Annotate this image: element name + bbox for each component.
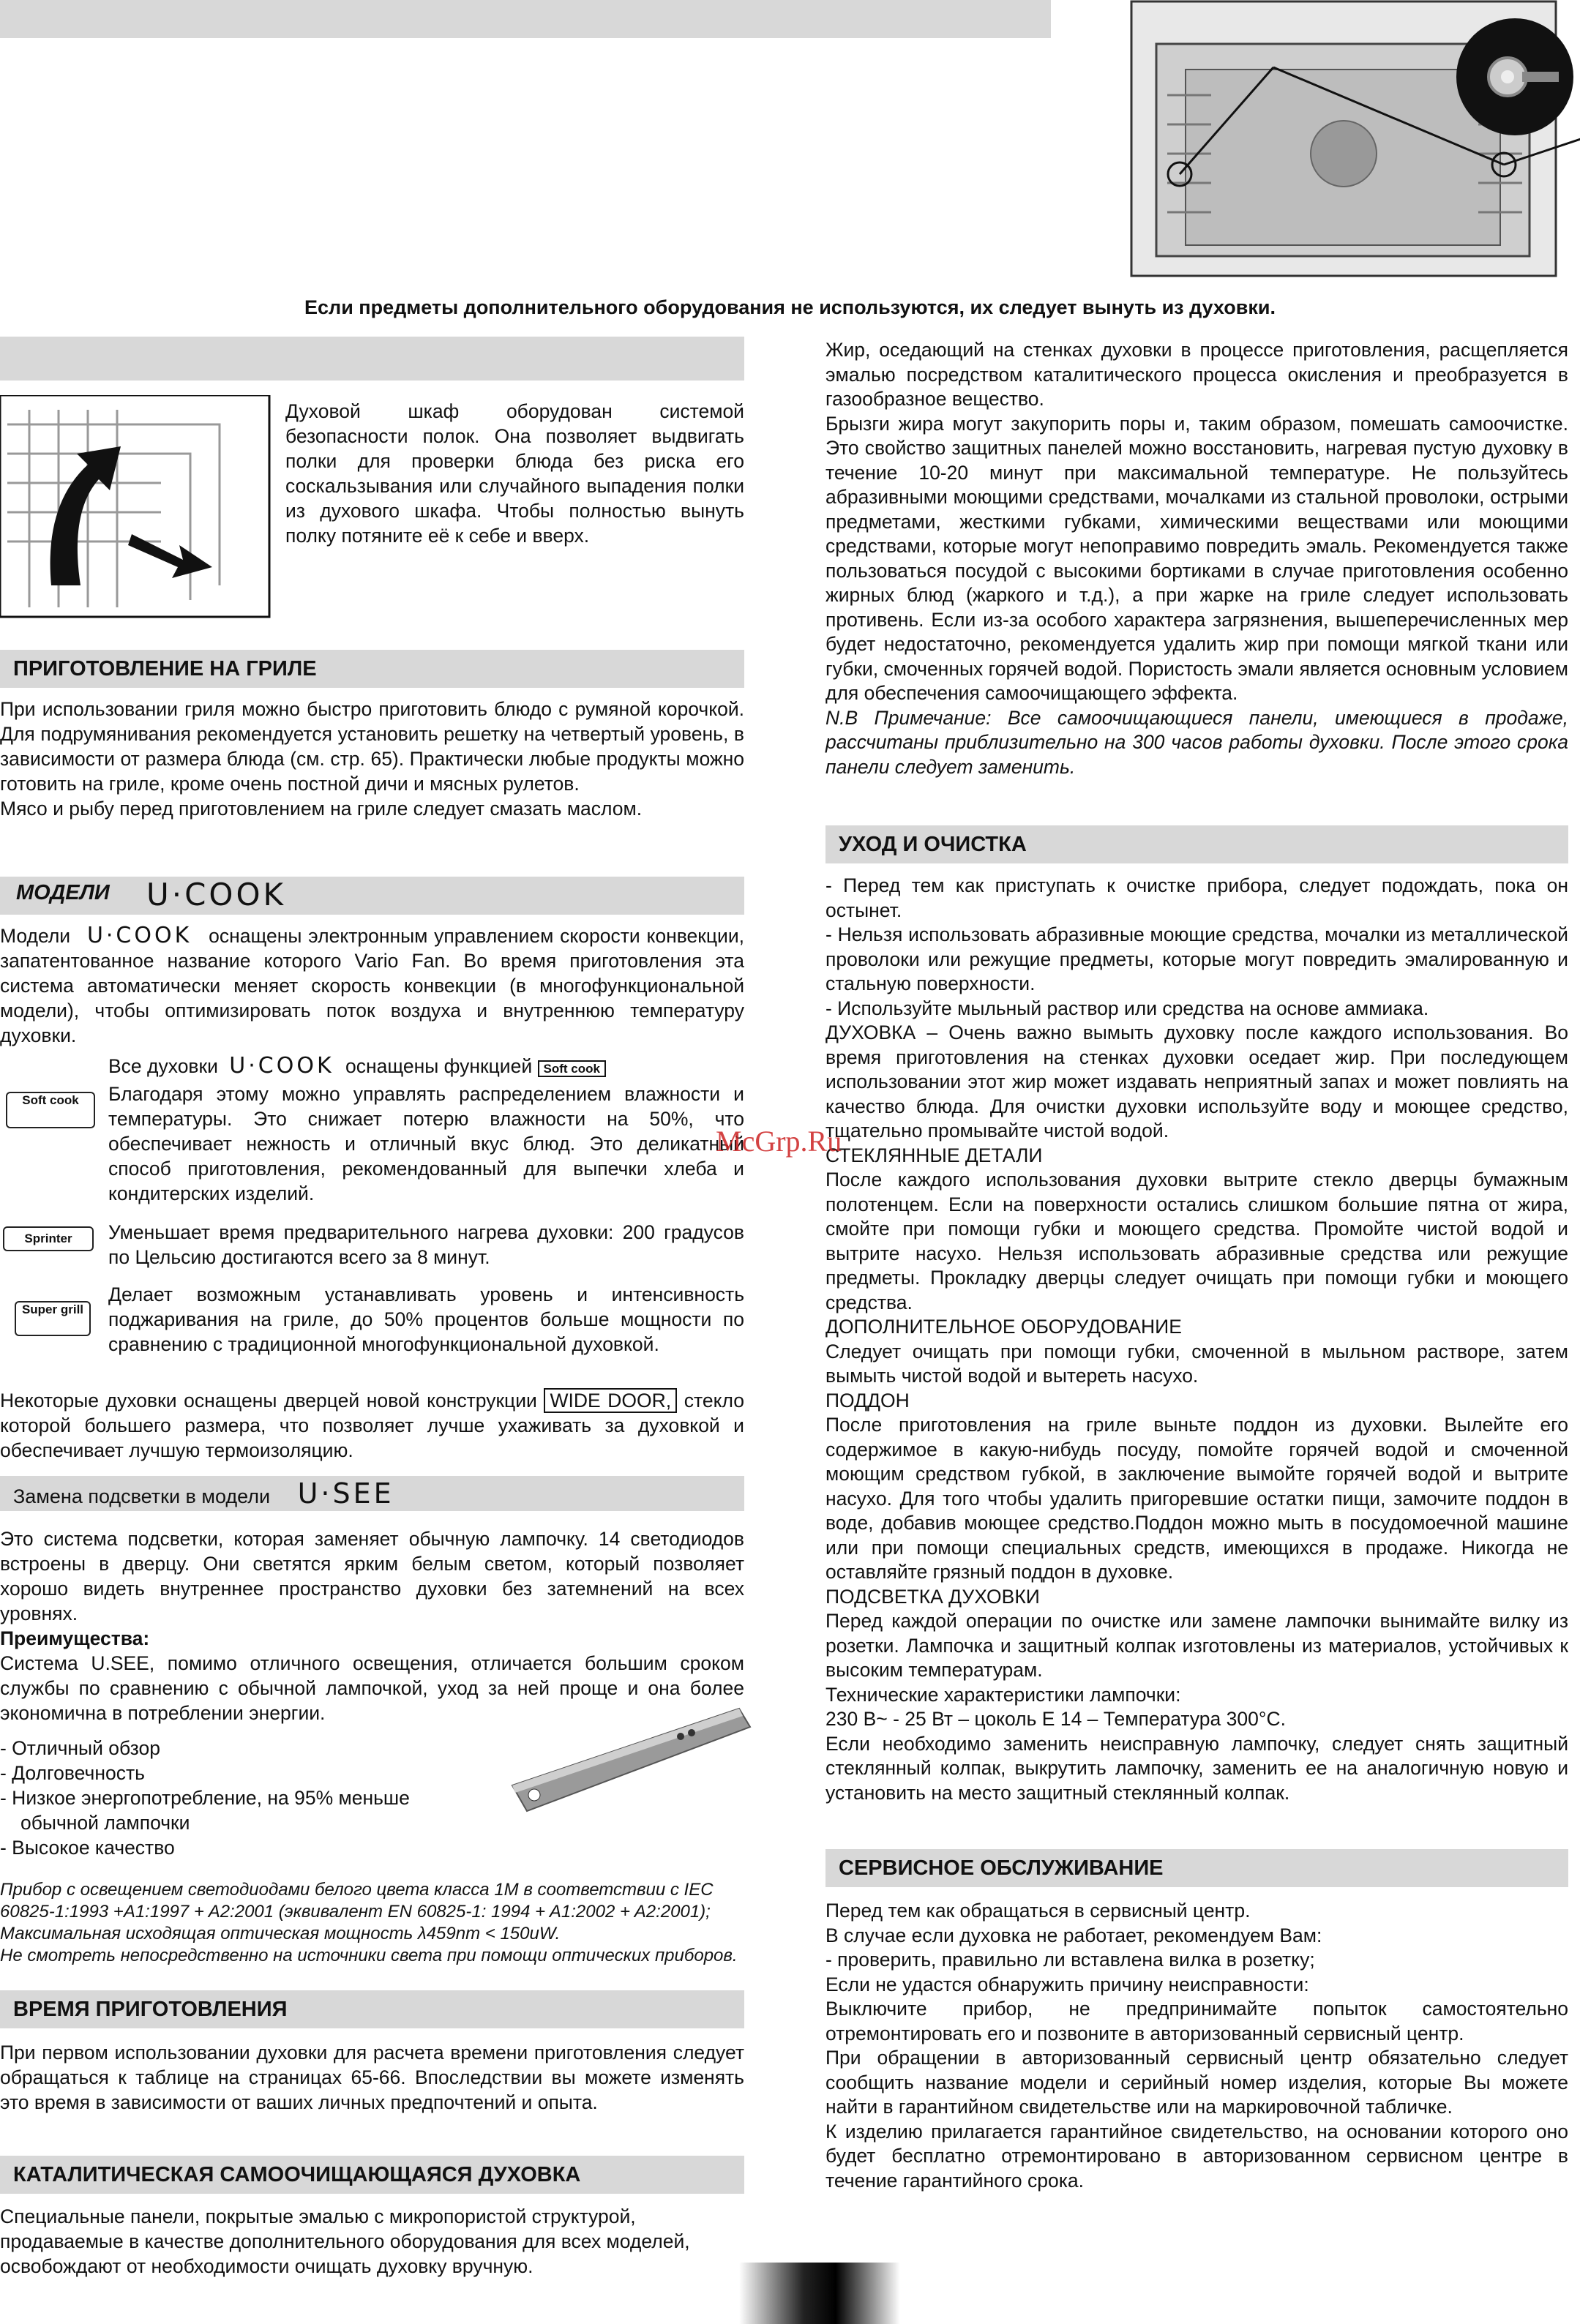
glass-parts-heading: СТЕКЛЯННЫЕ ДЕТАЛИ	[825, 1144, 1043, 1166]
usee-logo: U·SEE	[297, 1477, 394, 1510]
catalytic-paragraph: Специальные панели, покрытые эмалью с микропористой структурой, продаваемые в качестве дополнительного оборудования для всех моделей, освобождают от необходимости очищать духовку вручную.	[0, 2205, 690, 2277]
soft-cook-icon: Soft cook	[6, 1092, 95, 1128]
advantages-title: Преимущества:	[0, 1627, 150, 1649]
oven-light-paragraph: Перед каждой операции по очистке или замене лампочки вынимайте вилку из розетки. Лампочка и защитный колпак изготовлены из материалов, устойчивых к высоким температурам.	[825, 1610, 1568, 1681]
accessories-paragraph: Следует очищать при помощи губки, смоченной в мыльном растворе, затем вымыть чистой водой и вытереть насухо.	[825, 1340, 1568, 1387]
models-intro-b: оснащены электронным управлением скорости конвекции, запатентованное название которого Vario Fan. Во время приготовления эта система автоматически меняет скорость конвекции (в многофункциональной модели), чтобы оптимизировать поток воздуха и внутреннюю температуру духовки.	[0, 925, 744, 1046]
service-paragraph: - проверить, правильно ли вставлена вилка в розетку;	[825, 1949, 1315, 1971]
cooking-time-section-title: ВРЕМЯ ПРИГОТОВЛЕНИЯ	[0, 1990, 744, 2028]
top-header-bar	[0, 0, 1051, 38]
tray-heading: ПОДДОН	[825, 1389, 910, 1412]
usee-section-title: Замена подсветки в модели	[13, 1485, 271, 1507]
care-section-title: УХОД И ОЧИСТКА	[825, 825, 1568, 863]
usee-list-item: - Отличный обзор	[0, 1737, 160, 1759]
glass-parts-paragraph: После каждого использования духовки вытрите стекло дверцы бумажным полотенцем. Если на поверхности остались слишком большие пятна от жира, смойте при помощи губки и моющего средства. Промойте чистой водой и вытрите насухо. Нельзя использовать абразивные средства или режущие предметы. Прокладку дверцы следует очищать при помощи губки и моющего средства.	[825, 1169, 1568, 1313]
catalytic-grease-paragraph: Жир, оседающий на стенках духовки в процессе приготовления, расщепляется эмалью посредством каталитического процесса окисления и преобразуется в газообразное вещество.	[825, 339, 1568, 410]
ucook-inline-logo-2: U·COOK	[229, 1053, 334, 1079]
sprinter-text: Уменьшает время предварительного нагрева духовки: 200 градусов по Цельсию достигаются всего за 8 минут.	[108, 1221, 744, 1268]
shelf-pin-closeup-icon	[1453, 15, 1577, 139]
shelf-safety-text: Духовой шкаф оборудован системой безопасности полок. Она позволяет выдвигать полки для проверки блюда без риска его соскальзывания или случайного выпадения полки из духового шкафа. Чтобы полностью вынуть полку потяните её к себе и вверх.	[285, 400, 744, 547]
service-section-title: СЕРВИСНОЕ ОБСЛУЖИВАНИЕ	[825, 1849, 1568, 1887]
super-grill-text: Делает возможным устанавливать уровень и интенсивность поджаривания на гриле, до 50% процентов больше мощности по сравнению с традиционной многофункциональной духовкой.	[108, 1283, 744, 1355]
wide-door-text-b: стекло которой большего размера, что позволяет лучше ухаживать за духовкой и обеспечивает лучшую термоизоляцию.	[0, 1390, 744, 1461]
shelf-section-bar	[0, 337, 744, 381]
service-paragraph: При обращении в авторизованный сервисный центр обязательно следует сообщить название модели и серийный номер изделия, которые Вы можете найти в гарантийном свидетельстве или на маркировочной табличке.	[825, 2047, 1568, 2118]
models-intro-a: Модели	[0, 925, 71, 947]
usee-advantages-text: Система U.SEE, помимо отличного освещения, отличается большим сроком службы по сравнению с обычной лампочкой, уход за ней проще и она более экономична в потреблении энергии.	[0, 1652, 744, 1724]
soft-cook-inline-icon: Soft cook	[538, 1060, 606, 1077]
soft-cook-b: оснащены функцией	[345, 1055, 533, 1077]
lamp-replace-paragraph: Если необходимо заменить неисправную лампочку, следует снять защитный стеклянный колпак, выкрутить лампочку, заменить ее на аналогичную новую и установить на место защитный стеклянный колпак.	[825, 1732, 1568, 1804]
usee-section-bar	[0, 1476, 744, 1511]
usee-list-item: - Долговечность	[0, 1762, 145, 1784]
usee-paragraph: Это система подсветки, которая заменяет обычную лампочку. 14 светодиодов встроены в дверцу. Они светятся ярким белым светом, который позволяет хорошо видеть внутреннее пространство духовки без затемнений на всех уровнях.	[0, 1528, 744, 1624]
shelf-removal-illustration	[0, 395, 271, 618]
grill-section-title: ПРИГОТОВЛЕНИЕ НА ГРИЛЕ	[0, 650, 744, 688]
service-paragraph: Перед тем как обращаться в сервисный центр.	[825, 1900, 1251, 1922]
watermark-text: McGrp.Ru	[716, 1125, 842, 1158]
catalytic-restore-paragraph: Брызги жира могут закупорить поры и, таким образом, помешать самоочистке. Это свойство защитных панелей можно восстановить, нагревая пустую духовку в течение 10-20 минут при максимальной температуре. Не пользуйтесь абразивными моющими средствами, мочалками из стальной проволоки, острыми предметами, жесткими губками, химическими веществами или моющими средствами, которые могут непоправимо повредить эмаль. Рекомендуется также пользоваться посудой с высокими бортиками в случае приготовления особенно жирных блюд (жаркого и т.д.), а при жарке на гриле следует использовать противень. Если из-за особого характера загрязнения, вышеперечисленных мер будет недостаточно, рекомендуется удалить жир при помощи мягкой ткани или губки, смоченных горячей водой. Пористость эмали является основным условием для обеспечения самоочищающего эффекта.	[825, 412, 1568, 704]
usee-note-iec: Прибор с освещением светодиодами белого цвета класса 1M в соответствии с IEC 60825-1:1993 +A1:1997 + A2:2001 (эквивалент EN 60825-1: 1994 + A1:2002 + A2:2001);	[0, 1880, 714, 1922]
page-footer-tab	[739, 2263, 900, 2324]
oven-light-heading: ПОДСВЕТКА ДУХОВКИ	[825, 1585, 1040, 1608]
wide-door-text-a: Некоторые духовки оснащены дверцей новой конструкции	[0, 1390, 537, 1412]
catalytic-note: N.B Примечание: Все самоочищающиеся панели, имеющиеся в продаже, рассчитаны приблизительно на 300 часов работы духовки. После этого срока панели следует заменить.	[825, 706, 1568, 778]
service-paragraph: В случае если духовка не работает, рекомендуем Вам:	[825, 1924, 1322, 1946]
tray-paragraph: После приготовления на гриле выньте поддон из духовки. Вылейте его содержимое в какую-нибудь посуду, помойте горячей водой и смоченной моющим средством губкой, в заключение вымойте горячей водой и вытрите насухо. Для того чтобы удалить пригоревшие остатки пищи, замочите поддон в воде, добавив моющее средство.Поддон можно мыть в посудомоечной машине или при помощи специальных средств, имеющихся в продаже. Никогда не оставляйте грязный поддон в духовке.	[825, 1414, 1568, 1583]
lamp-specs-label: Технические характеристики лампочки:	[825, 1683, 1181, 1706]
usee-list-item: - Высокое качество	[0, 1837, 175, 1859]
models-title: МОДЕЛИ	[16, 881, 110, 904]
care-paragraph-abrasive: - Нельзя использовать абразивные моющие средства, мочалки из металлической проволоки или режущие предметы, которые могут повредить эмалированную и стальную поверхности.	[825, 923, 1568, 994]
accessories-notice: Если предметы дополнительного оборудования не используются, их следует вынуть из духовки.	[304, 296, 1276, 318]
super-grill-icon: Super grill	[15, 1301, 91, 1336]
grill-paragraph: При использовании гриля можно быстро приготовить блюдо с румяной корочкой. Для подрумянивания рекомендуется установить решетку на четвертый уровень, в зависимости от размера блюда (см. стр. 65). Практически любые продукты можно готовить на гриле, кроме очень постной дичи и мясных рулетов.	[0, 698, 744, 795]
usee-note-warning: Не смотреть непосредственно на источники света при помощи оптических приборов.	[0, 1946, 738, 1965]
accessories-heading: ДОПОЛНИТЕЛЬНОЕ ОБОРУДОВАНИЕ	[825, 1316, 1182, 1338]
usee-list-item: - Низкое энергопотребление, на 95% меньше	[0, 1787, 410, 1809]
care-paragraph-soap: - Используйте мыльный раствор или средства на основе аммиака.	[825, 997, 1429, 1019]
usee-list-item: обычной лампочки	[20, 1812, 190, 1834]
lamp-specs-value: 230 В~ - 25 Вт – цоколь Е 14 – Температура 300°С.	[825, 1708, 1286, 1730]
care-paragraph-cool: - Перед тем как приступать к очистке прибора, следует подождать, пока он остынет.	[825, 874, 1568, 921]
soft-cook-a: Все духовки	[108, 1055, 218, 1077]
soft-cook-description: Благодаря этому можно управлять распределением влажности и температуры. Это снижает потерю влажности на 50%, что обеспечивает нежность и отличный вкус блюд. Это деликатный способ приготовления, рекомендованный для выпечки хлеба и кондитерских изделий.	[108, 1083, 744, 1204]
cooking-time-paragraph: При первом использовании духовки для расчета времени приготовления следует обращаться к таблице на страницах 65-66. Впоследствии вы можете изменять это время в зависимости от ваших личных предпочтений и опыта.	[0, 2042, 744, 2113]
service-paragraph: Выключите прибор, не предпринимайте попыток самостоятельно отремонтировать его и позвоните в авторизованный сервисный центр.	[825, 1998, 1568, 2044]
sprinter-icon: Sprinter	[3, 1226, 94, 1251]
service-paragraph: К изделию прилагается гарантийное свидетельство, на основании которого оно будет бесплатно отремонтировано в авторизованном сервисном центре в течение гарантийного срока.	[825, 2120, 1568, 2192]
models-section-bar	[0, 877, 744, 915]
wide-door-label: WIDE DOOR,	[544, 1388, 677, 1413]
care-paragraph-oven: ДУХОВКА – Очень важно вымыть духовку после каждого использования. Во время приготовления на стенках духовки оседает жир. При последующем использовании этот жир может издавать неприятный запах и может повлиять на качество блюда. Для очистки духовки используйте воду и моющее средство, тщательно промывайте чистой водой.	[825, 1022, 1568, 1142]
service-paragraph: Если не удастся обнаружить причину неисправности:	[825, 1973, 1309, 1995]
usee-note-power: Максимальная исходящая оптическая мощность λ459nm < 150uW.	[0, 1924, 561, 1943]
catalytic-section-title: КАТАЛИТИЧЕСКАЯ САМООЧИЩАЮЩАЯСЯ ДУХОВКА	[0, 2156, 744, 2194]
led-strip-illustration	[505, 1694, 754, 1818]
grill-oil-paragraph: Мясо и рыбу перед приготовлением на гриле следует смазать маслом.	[0, 798, 643, 820]
ucook-logo: U·COOK	[146, 877, 287, 912]
ucook-inline-logo: U·COOK	[86, 923, 192, 948]
